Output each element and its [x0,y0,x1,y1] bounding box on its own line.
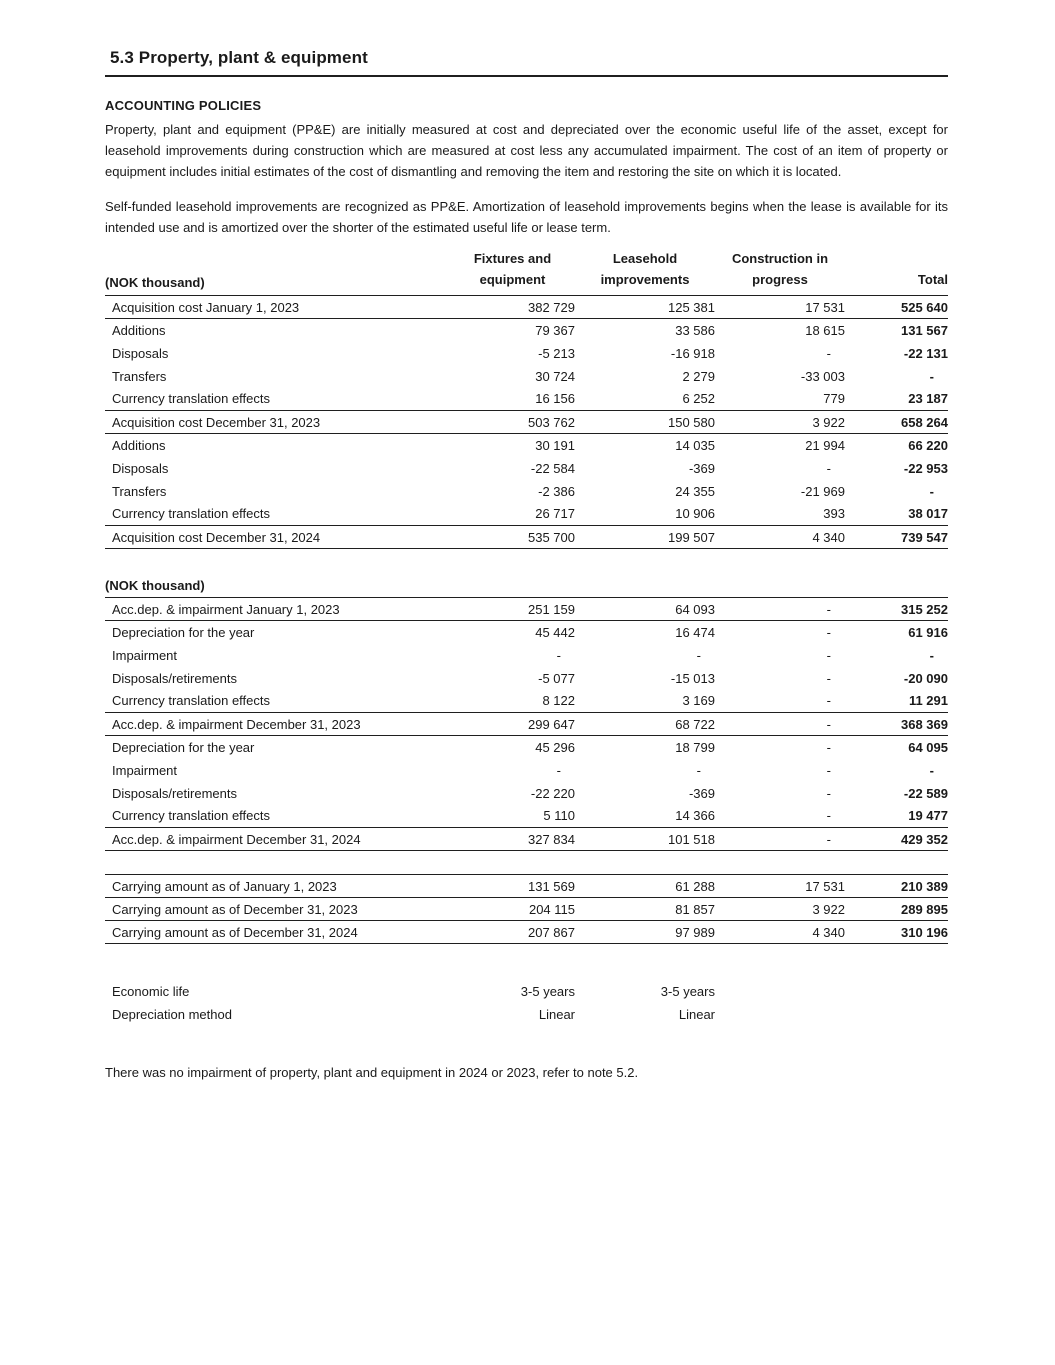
value-cell: 16 474 [675,624,715,640]
row-label: Disposals [112,345,169,361]
table-row [105,1003,948,1026]
total-cell: 210 389 [901,878,948,894]
table-row [105,828,948,851]
value-cell: 503 762 [528,414,575,430]
value-cell: 3-5 years [660,984,715,999]
table-row [105,980,948,1003]
value-cell: 3 922 [812,414,845,430]
table-row [105,805,948,828]
value-cell: 10 906 [675,506,715,522]
total-cell: - [929,762,934,778]
value-cell: 30 191 [535,437,575,453]
table-row [105,388,948,411]
column-header-total [845,248,948,296]
table-row [105,503,948,526]
unit-label: (NOK thousand) [105,578,205,593]
value-cell: 393 [823,506,845,522]
value-cell: 150 580 [668,414,715,430]
value-cell: - [826,670,831,686]
value-cell: 14 366 [675,808,715,824]
column-header-line: Fixtures and [473,251,552,266]
value-cell: - [826,831,831,847]
value-cell: -22 220 [530,785,575,801]
value-cell: 199 507 [668,529,715,545]
value-cell: - [556,762,561,778]
table-row [105,480,948,503]
value-cell: -369 [688,460,715,476]
row-label: Additions [112,437,166,453]
value-cell: 4 340 [812,529,845,545]
accounting-policies-heading: ACCOUNTING POLICIES [105,98,262,113]
value-cell: 18 615 [805,322,845,338]
total-cell: 61 916 [908,624,948,640]
total-cell: 289 895 [901,901,948,917]
row-label: Depreciation for the year [112,739,255,755]
total-cell: 525 640 [901,299,948,315]
table-row [105,644,948,667]
total-cell: 38 017 [908,506,948,522]
value-cell: 61 288 [675,878,715,894]
value-cell: 327 834 [528,831,575,847]
total-cell: 368 369 [901,716,948,732]
value-cell: 24 355 [675,483,715,499]
table-row [105,411,948,434]
row-label: Carrying amount as of December 31, 2023 [112,901,358,917]
row-label: Acquisition cost December 31, 2023 [112,414,321,430]
value-cell: - [826,808,831,824]
value-cell: 30 724 [535,368,575,384]
table-row [105,898,948,921]
row-label: Acc.dep. & impairment December 31, 2024 [112,831,361,847]
row-label: Currency translation effects [112,506,270,522]
column-header-line: improvements [600,272,690,287]
value-cell: 251 159 [528,601,575,617]
total-cell: -22 589 [903,785,948,801]
column-header-leasehold [575,570,715,598]
column-header-construction [715,570,845,598]
row-label: Disposals [112,460,169,476]
value-cell: -16 918 [670,345,715,361]
accumulated-depreciation-table [105,570,948,851]
value-cell: 5 110 [543,808,575,824]
value-cell: 131 569 [528,878,575,894]
value-cell: - [826,647,831,663]
section-title: 5.3 Property, plant & equipment [105,48,948,77]
total-cell: 310 196 [901,924,948,940]
value-cell: 14 035 [675,437,715,453]
acquisition-cost-table [105,248,948,549]
row-label: Depreciation for the year [112,624,255,640]
total-cell: -22 131 [903,345,948,361]
total-cell: -20 090 [903,670,948,686]
value-cell: 382 729 [528,299,575,315]
row-label: Acc.dep. & impairment December 31, 2023 [112,716,361,732]
value-cell: - [826,785,831,801]
value-cell: -5 077 [538,670,575,686]
row-label: Acc.dep. & impairment January 1, 2023 [112,601,340,617]
value-cell: 21 994 [805,437,845,453]
table-row [105,365,948,388]
value-cell: - [556,647,561,663]
value-cell: - [696,762,701,778]
value-cell: 207 867 [528,924,575,940]
column-header-leasehold [575,248,715,296]
row-label: Currency translation effects [112,808,270,824]
table-row [105,434,948,457]
value-cell: 64 093 [675,601,715,617]
value-cell: -15 013 [670,670,715,686]
table-row [105,598,948,621]
total-cell: 739 547 [901,529,948,545]
row-label: Additions [112,322,166,338]
total-cell: -22 953 [903,460,948,476]
row-label: Disposals/retirements [112,670,237,686]
value-cell: 17 531 [805,299,845,315]
value-cell: - [826,739,831,755]
value-cell: 45 296 [535,739,575,755]
total-cell: 19 477 [908,808,948,824]
column-header-line: Leasehold [612,251,678,266]
table-row [105,690,948,713]
value-cell: - [826,716,831,732]
row-label: Disposals/retirements [112,785,237,801]
table-row [105,319,948,342]
value-cell: 779 [823,391,845,407]
row-label: Acquisition cost January 1, 2023 [112,299,300,315]
carrying-amount-table [105,874,948,944]
total-cell: 11 291 [908,693,948,709]
column-header-line: equipment [479,272,546,287]
row-label: Impairment [112,762,178,778]
page-content [105,0,948,1083]
value-cell: -369 [688,785,715,801]
value-cell: 8 122 [542,693,575,709]
value-cell: 101 518 [668,831,715,847]
value-cell: 535 700 [528,529,575,545]
total-cell: 131 567 [901,322,948,338]
value-cell: 18 799 [675,739,715,755]
column-header-row [105,570,948,598]
value-cell: 3-5 years [520,984,575,999]
column-header-total [845,570,948,598]
value-cell: 68 722 [675,716,715,732]
total-cell: - [929,483,934,499]
total-cell: 315 252 [901,601,948,617]
value-cell: -21 969 [800,483,845,499]
table-row [105,713,948,736]
row-label: Currency translation effects [112,693,270,709]
value-cell: 97 989 [675,924,715,940]
value-cell [715,1003,845,1026]
row-label: Transfers [112,483,167,499]
total-cell: 429 352 [901,831,948,847]
table-row [105,621,948,644]
row-label: Carrying amount as of January 1, 2023 [112,878,337,894]
column-header-row [105,248,948,296]
column-header-line: Total [917,272,948,287]
unit-label: (NOK thousand) [105,275,205,290]
value-cell: Linear [678,1007,715,1022]
value-cell: 6 252 [682,391,715,407]
total-cell: 64 095 [908,739,948,755]
value-cell: 125 381 [668,299,715,315]
value-cell: 26 717 [535,506,575,522]
value-cell: 16 156 [535,391,575,407]
value-cell: 3 922 [812,901,845,917]
column-header-line: Construction in [731,251,829,266]
total-cell: - [929,647,934,663]
value-cell: -33 003 [800,368,845,384]
value-cell: 299 647 [528,716,575,732]
total-cell: 66 220 [908,437,948,453]
value-cell: - [826,345,831,361]
value-cell: -22 584 [530,460,575,476]
table-row [105,921,948,944]
total-cell: 23 187 [908,391,948,407]
value-cell: 3 169 [682,693,715,709]
policy-paragraph-1: Property, plant and equipment (PP&E) are initially measured at cost and depreciated over the economic useful life of the asset, except for leasehold improvements during construction which are measured at cost less any accumulated impairment. The cost of an item of property or equipment includes initial estimates of the cost of dismantling and removing the item and restoring the site on which it is located. [105,122,948,179]
column-header-construction [715,248,845,296]
value-cell: - [696,647,701,663]
value-cell: - [826,762,831,778]
value-cell: -5 213 [538,345,575,361]
table-row [105,342,948,365]
policy-paragraph-2: Self-funded leasehold improvements are recognized as PP&E. Amortization of leasehold improvements begins when the lease is available for its intended use and is amortized over the shorter of the estimated useful life or lease term. [105,199,948,235]
value-cell: 33 586 [675,322,715,338]
column-header-line: progress [752,272,808,287]
table-row [105,457,948,480]
value-cell: - [826,460,831,476]
value-cell: 81 857 [675,901,715,917]
total-cell: 658 264 [901,414,948,430]
table-row [105,736,948,759]
impairment-footnote: There was no impairment of property, plant and equipment in 2024 or 2023, refer to note 5.2. [105,1065,639,1080]
value-cell: - [826,601,831,617]
row-label: Economic life [112,984,190,999]
total-cell: - [929,368,934,384]
table-row [105,667,948,690]
value-cell: 204 115 [528,901,575,917]
row-label: Impairment [112,647,178,663]
value-cell: 4 340 [812,924,845,940]
row-label: Carrying amount as of December 31, 2024 [112,924,358,940]
table-row [105,759,948,782]
value-cell [845,1003,948,1026]
value-cell [845,980,948,1003]
row-label: Transfers [112,368,167,384]
row-label: Currency translation effects [112,391,270,407]
value-cell: - [826,693,831,709]
value-cell: - [826,624,831,640]
column-header-fixtures [450,248,575,296]
column-header-fixtures [450,570,575,598]
value-cell: -2 386 [538,483,575,499]
table-row [105,526,948,549]
value-cell [715,980,845,1003]
value-cell: 79 367 [535,322,575,338]
value-cell: Linear [538,1007,575,1022]
table-row [105,296,948,319]
value-cell: 17 531 [805,878,845,894]
useful-life-table [105,980,948,1026]
row-label: Acquisition cost December 31, 2024 [112,529,321,545]
row-label: Depreciation method [112,1007,232,1022]
value-cell: 45 442 [535,624,575,640]
value-cell: 2 279 [682,368,715,384]
table-row [105,875,948,898]
table-row [105,782,948,805]
